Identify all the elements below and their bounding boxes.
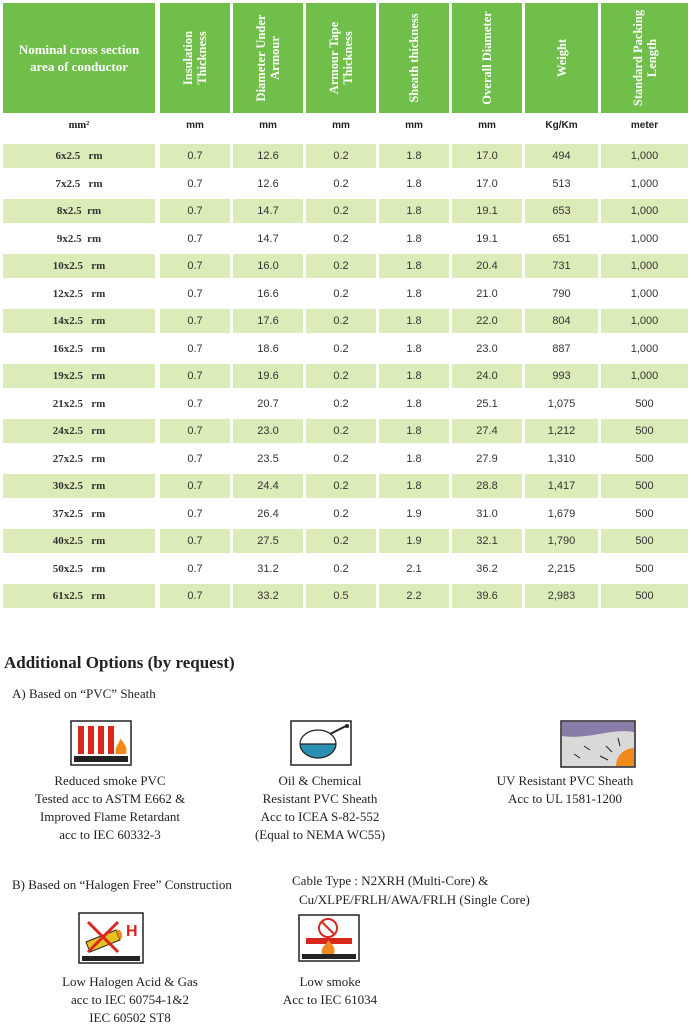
cell-packing-length: 1,000 [630, 343, 659, 355]
uv-resistant-text: UV Resistant PVC Sheath Acc to UL 1581-1200 [496, 773, 634, 806]
cell-sheath-thickness: 1.8 [379, 254, 449, 278]
cell-armour-tape-thickness: 0.2 [333, 343, 349, 355]
header-sheath-thickness [379, 3, 449, 113]
cell-packing-length: 500 [601, 474, 688, 498]
cell-diameter-under-armour: 27.5 [233, 529, 303, 553]
cell-weight: 653 [525, 199, 598, 223]
cell-nominal-cross-section: 61x2.5 rm [3, 584, 155, 608]
table-row [0, 199, 691, 223]
cell-overall-diameter: 27.4 [452, 419, 522, 443]
table-row [0, 419, 691, 443]
cell-packing-length: 1,000 [601, 309, 688, 333]
cell-diameter-under-armour: 23.0 [233, 419, 303, 443]
cell-weight: 513 [552, 178, 571, 190]
table-row [0, 529, 691, 553]
unit-overall-diameter: mm [478, 120, 496, 131]
cell-weight: 887 [552, 343, 571, 355]
cell-insulation-thickness: 0.7 [187, 508, 203, 520]
cell-diameter-under-armour: 16.0 [233, 254, 303, 278]
table-row [0, 474, 691, 498]
cell-diameter-under-armour: 19.6 [233, 364, 303, 388]
cell-insulation-thickness: 0.7 [160, 144, 230, 168]
cell-nominal-cross-section: 21x2.5 rm [52, 398, 106, 410]
cell-armour-tape-thickness: 0.2 [306, 474, 376, 498]
cell-insulation-thickness: 0.7 [187, 398, 203, 410]
table-row [0, 227, 691, 251]
cell-diameter-under-armour: 20.7 [257, 398, 279, 410]
cell-packing-length: 1,000 [601, 199, 688, 223]
cell-armour-tape-thickness: 0.2 [306, 364, 376, 388]
cell-nominal-cross-section: 50x2.5 rm [52, 563, 106, 575]
cell-overall-diameter: 19.1 [476, 233, 498, 245]
cell-packing-length: 1,000 [630, 178, 659, 190]
oil-chemical-icon [290, 720, 352, 766]
cell-overall-diameter: 27.9 [476, 453, 498, 465]
unit-armour-tape-thickness: mm [332, 120, 350, 131]
cell-sheath-thickness: 1.8 [406, 398, 422, 410]
reduced-smoke-text: Reduced smoke PVC Tested acc to ASTM E662 & Improved Flame Retardant acc to IEC 60332-3 [34, 773, 186, 842]
cell-nominal-cross-section: 8x2.5 rm [3, 199, 155, 223]
cell-nominal-cross-section: 16x2.5 rm [52, 343, 106, 355]
cell-overall-diameter: 17.0 [476, 178, 498, 190]
halogen-h-letter: H [126, 923, 138, 940]
cell-overall-diameter: 32.1 [452, 529, 522, 553]
cell-weight: 1,075 [547, 398, 576, 410]
cell-weight: 1,212 [525, 419, 598, 443]
cell-nominal-cross-section: 40x2.5 rm [3, 529, 155, 553]
table-row [0, 254, 691, 278]
header-armour-tape-thickness [306, 3, 376, 113]
pvc-sheath-heading: A) Based on “PVC” Sheath [12, 686, 156, 701]
cell-armour-tape-thickness: 0.5 [306, 584, 376, 608]
header-weight [525, 3, 598, 113]
table-row [0, 364, 691, 388]
cell-insulation-thickness: 0.7 [160, 419, 230, 443]
cell-sheath-thickness: 1.8 [406, 343, 422, 355]
cell-overall-diameter: 25.1 [476, 398, 498, 410]
cell-packing-length: 500 [635, 563, 654, 575]
table-row [0, 584, 691, 608]
cell-packing-length: 1,000 [630, 288, 659, 300]
header-label: Standard Packing Length [630, 9, 659, 107]
cell-sheath-thickness: 1.8 [406, 178, 422, 190]
cell-nominal-cross-section: 37x2.5 rm [52, 508, 106, 520]
cell-packing-length: 1,000 [601, 254, 688, 278]
cell-overall-diameter: 19.1 [452, 199, 522, 223]
low-halogen-text: Low Halogen Acid & Gas acc to IEC 60754-1&2 IEC 60502 ST8 [62, 974, 198, 1025]
uv-sun-icon [560, 720, 636, 768]
table-row [0, 337, 691, 361]
cell-sheath-thickness: 1.8 [379, 199, 449, 223]
unit-sheath-thickness: mm [405, 120, 423, 131]
cell-packing-length: 1,000 [630, 233, 659, 245]
cell-packing-length: 500 [635, 508, 654, 520]
cell-sheath-thickness: 1.8 [379, 309, 449, 333]
cell-diameter-under-armour: 16.6 [257, 288, 279, 300]
cell-overall-diameter: 21.0 [476, 288, 498, 300]
halogen-free-heading: B) Based on “Halogen Free” Construction [12, 877, 232, 892]
cell-overall-diameter: 22.0 [452, 309, 522, 333]
cell-armour-tape-thickness: 0.2 [306, 529, 376, 553]
cell-weight: 993 [525, 364, 598, 388]
unit-nominal-cross-section: mm² [68, 120, 90, 131]
cell-sheath-thickness: 1.8 [406, 288, 422, 300]
cell-weight: 651 [552, 233, 571, 245]
cell-diameter-under-armour: 18.6 [257, 343, 279, 355]
cell-insulation-thickness: 0.7 [160, 254, 230, 278]
cell-nominal-cross-section: 9x2.5 rm [56, 233, 102, 245]
header-label: Diameter Under Armour [254, 14, 282, 102]
header-overall-diameter [452, 3, 522, 113]
additional-options-title: Additional Options (by request) [4, 653, 235, 672]
cell-nominal-cross-section: 12x2.5 rm [52, 288, 106, 300]
cell-sheath-thickness: 2.2 [379, 584, 449, 608]
cell-armour-tape-thickness: 0.2 [333, 178, 349, 190]
cell-diameter-under-armour: 33.2 [233, 584, 303, 608]
cell-nominal-cross-section: 6x2.5 rm [3, 144, 155, 168]
cell-insulation-thickness: 0.7 [160, 529, 230, 553]
table-row [0, 172, 691, 196]
table-row [0, 502, 691, 526]
cell-packing-length: 500 [601, 419, 688, 443]
unit-insulation-thickness: mm [186, 120, 204, 131]
cell-insulation-thickness: 0.7 [187, 288, 203, 300]
cell-overall-diameter: 39.6 [452, 584, 522, 608]
unit-diameter-under-armour: mm [259, 120, 277, 131]
cell-armour-tape-thickness: 0.2 [333, 563, 349, 575]
cell-diameter-under-armour: 12.6 [257, 178, 279, 190]
cell-insulation-thickness: 0.7 [187, 563, 203, 575]
oil-chemical-text: Oil & Chemical Resistant PVC Sheath Acc to ICEA S-82-552 (Equal to NEMA WC55) [254, 773, 386, 842]
cell-insulation-thickness: 0.7 [160, 584, 230, 608]
unit-packing-length: meter [630, 120, 659, 131]
cell-armour-tape-thickness: 0.2 [306, 254, 376, 278]
cell-nominal-cross-section: 19x2.5 rm [3, 364, 155, 388]
cell-weight: 1,310 [547, 453, 576, 465]
cell-nominal-cross-section: 10x2.5 rm [3, 254, 155, 278]
cell-sheath-thickness: 1.8 [406, 453, 422, 465]
cell-packing-length: 500 [601, 584, 688, 608]
header-packing-length [601, 3, 688, 113]
unit-weight: Kg/Km [545, 120, 578, 131]
cell-diameter-under-armour: 17.6 [233, 309, 303, 333]
cell-diameter-under-armour: 31.2 [257, 563, 279, 575]
cell-nominal-cross-section: 14x2.5 rm [3, 309, 155, 333]
header-diameter-under-armour [233, 3, 303, 113]
cell-diameter-under-armour: 24.4 [233, 474, 303, 498]
cell-armour-tape-thickness: 0.2 [306, 199, 376, 223]
cell-diameter-under-armour: 12.6 [233, 144, 303, 168]
cell-armour-tape-thickness: 0.2 [306, 309, 376, 333]
cell-diameter-under-armour: 14.7 [233, 199, 303, 223]
cell-nominal-cross-section: 30x2.5 rm [3, 474, 155, 498]
table-row [0, 144, 691, 168]
cell-diameter-under-armour: 23.5 [257, 453, 279, 465]
table-row [0, 392, 691, 416]
cell-sheath-thickness: 1.8 [379, 144, 449, 168]
cell-sheath-thickness: 1.8 [406, 233, 422, 245]
cell-insulation-thickness: 0.7 [187, 453, 203, 465]
cell-packing-length: 500 [635, 453, 654, 465]
cell-insulation-thickness: 0.7 [160, 199, 230, 223]
cell-weight: 2,215 [547, 563, 576, 575]
cell-packing-length: 500 [601, 529, 688, 553]
cell-overall-diameter: 17.0 [452, 144, 522, 168]
header-label: Overall Diameter [480, 11, 494, 105]
cell-sheath-thickness: 1.9 [379, 529, 449, 553]
cell-insulation-thickness: 0.7 [160, 364, 230, 388]
cable-type-line2: Cu/XLPE/FRLH/AWA/FRLH (Single Core) [299, 892, 530, 907]
cell-diameter-under-armour: 26.4 [257, 508, 279, 520]
cell-armour-tape-thickness: 0.2 [306, 419, 376, 443]
cell-insulation-thickness: 0.7 [160, 474, 230, 498]
cell-overall-diameter: 24.0 [452, 364, 522, 388]
cell-weight: 2,983 [525, 584, 598, 608]
cell-sheath-thickness: 1.8 [379, 474, 449, 498]
cell-packing-length: 1,000 [601, 144, 688, 168]
cell-nominal-cross-section: 27x2.5 rm [52, 453, 106, 465]
low-smoke-icon [298, 914, 360, 962]
cell-weight: 1,790 [525, 529, 598, 553]
cell-overall-diameter: 36.2 [476, 563, 498, 575]
header-label: Sheath thickness [407, 13, 421, 103]
header-label: Weight [554, 38, 569, 78]
cell-overall-diameter: 20.4 [452, 254, 522, 278]
cell-armour-tape-thickness: 0.2 [333, 508, 349, 520]
table-row [0, 447, 691, 471]
cell-sheath-thickness: 1.8 [379, 419, 449, 443]
table-row [0, 282, 691, 306]
cell-overall-diameter: 31.0 [476, 508, 498, 520]
cable-type-line1: Cable Type : N2XRH (Multi-Core) & [292, 873, 489, 888]
header-label: Insulation Thickness [181, 30, 209, 86]
cell-armour-tape-thickness: 0.2 [333, 288, 349, 300]
cell-armour-tape-thickness: 0.2 [306, 144, 376, 168]
cell-armour-tape-thickness: 0.2 [333, 233, 349, 245]
cell-armour-tape-thickness: 0.2 [333, 398, 349, 410]
cell-weight: 494 [525, 144, 598, 168]
cell-sheath-thickness: 1.8 [379, 364, 449, 388]
cell-overall-diameter: 23.0 [476, 343, 498, 355]
header-nominal-cross-section: Nominal cross section area of conductor [3, 3, 155, 113]
cell-sheath-thickness: 1.9 [406, 508, 422, 520]
cell-insulation-thickness: 0.7 [187, 343, 203, 355]
cell-insulation-thickness: 0.7 [187, 178, 203, 190]
header-insulation-thickness [160, 3, 230, 113]
cell-nominal-cross-section: 7x2.5 rm [55, 178, 103, 190]
table-row [0, 309, 691, 333]
reduced-smoke-fire-icon [70, 720, 132, 766]
cell-packing-length: 1,000 [601, 364, 688, 388]
cell-overall-diameter: 28.8 [452, 474, 522, 498]
cell-weight: 1,417 [525, 474, 598, 498]
cell-weight: 790 [552, 288, 571, 300]
cell-packing-length: 500 [635, 398, 654, 410]
header-label: Armour Tape Thickness [327, 21, 355, 95]
cell-sheath-thickness: 2.1 [406, 563, 422, 575]
cell-armour-tape-thickness: 0.2 [333, 453, 349, 465]
low-halogen-icon [78, 912, 144, 964]
cell-diameter-under-armour: 14.7 [257, 233, 279, 245]
low-smoke-text: Low smoke Acc to IEC 61034 [282, 974, 378, 1007]
table-row [0, 557, 691, 581]
cell-nominal-cross-section: 24x2.5 rm [3, 419, 155, 443]
cell-weight: 804 [525, 309, 598, 333]
cell-insulation-thickness: 0.7 [187, 233, 203, 245]
cell-weight: 1,679 [547, 508, 576, 520]
cell-weight: 731 [525, 254, 598, 278]
cell-insulation-thickness: 0.7 [160, 309, 230, 333]
